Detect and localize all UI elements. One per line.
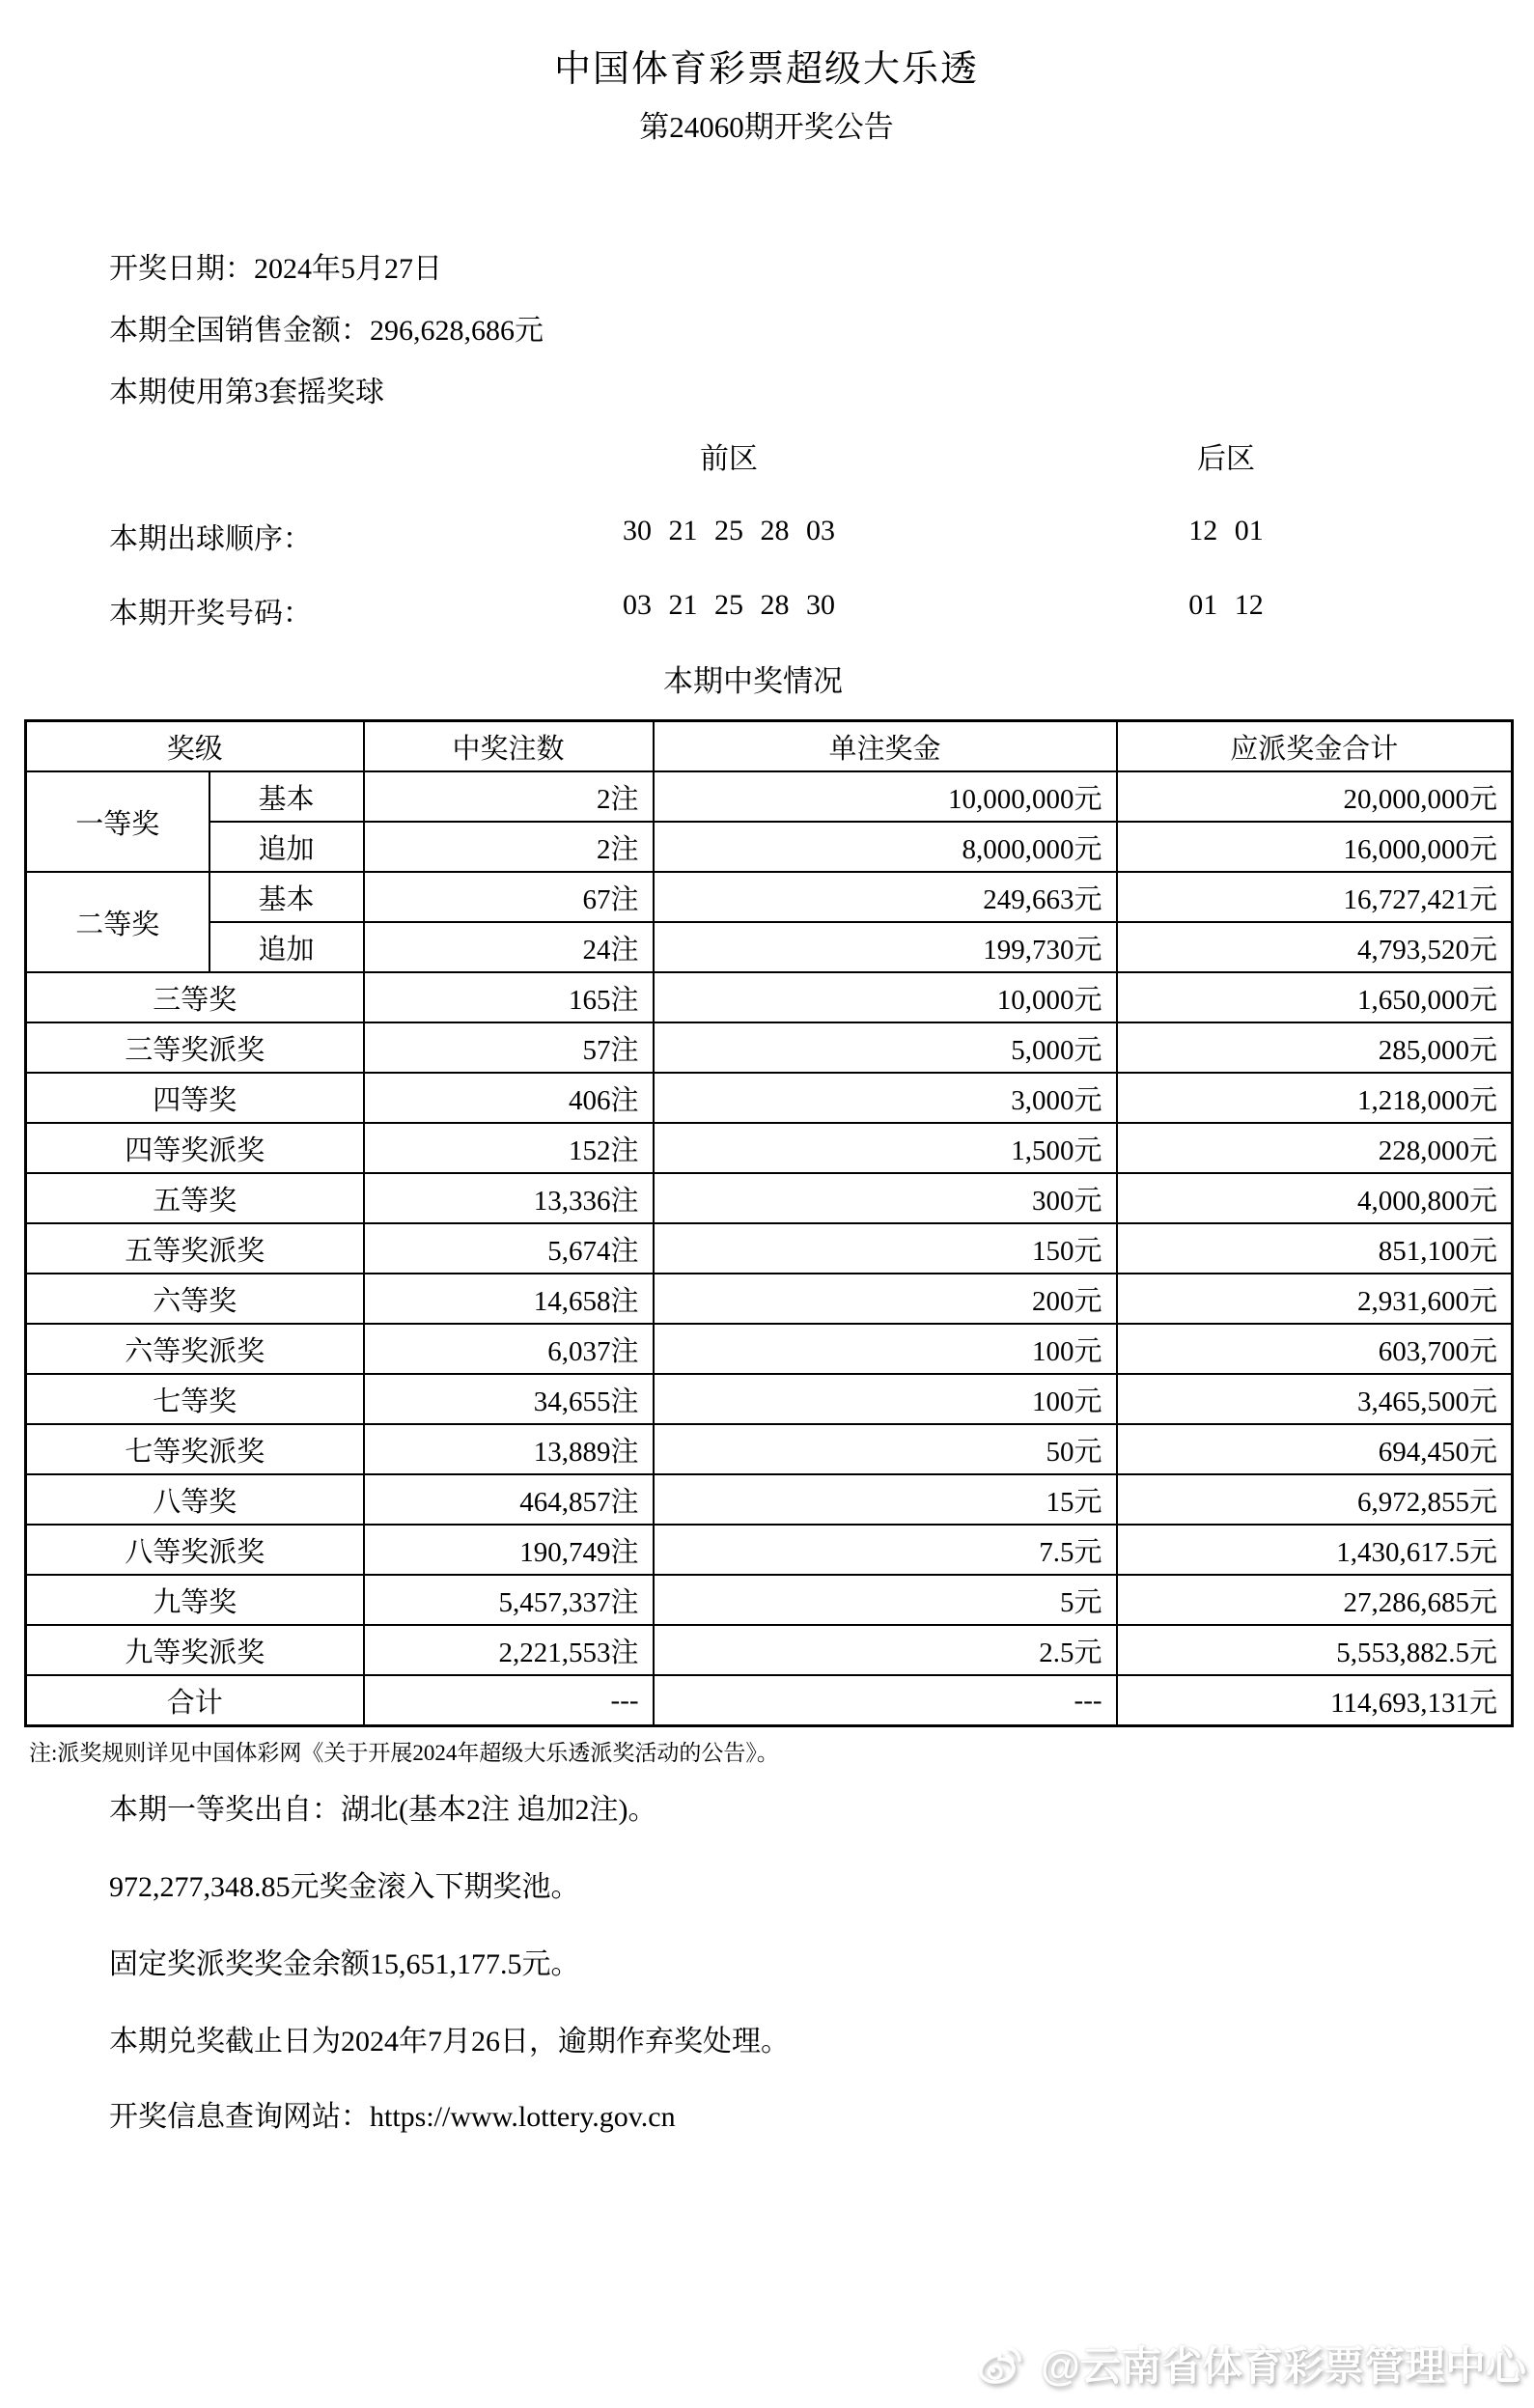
winning-front-numbers: 03 21 25 28 30	[623, 589, 835, 621]
weibo-icon	[973, 2336, 1029, 2392]
single-prize-cell: 5元	[654, 1575, 1117, 1625]
table-row	[26, 1123, 1513, 1173]
total-payout-cell: 603,700元	[1117, 1324, 1513, 1374]
prize-subtype-cell: 基本	[209, 771, 364, 822]
prize-level-cell: 五等奖派奖	[26, 1223, 364, 1274]
count-cell: 2注	[364, 822, 654, 872]
count-cell: 14,658注	[364, 1274, 654, 1324]
table-row	[26, 1374, 1513, 1424]
count-cell: 5,457,337注	[364, 1575, 654, 1625]
prize-level-cell: 六等奖派奖	[26, 1324, 364, 1374]
prize-level-cell: 八等奖派奖	[26, 1525, 364, 1575]
table-row	[26, 1274, 1513, 1324]
table-row	[26, 1424, 1513, 1474]
page-title: 中国体育彩票超级大乐透	[553, 49, 980, 90]
single-prize-cell: 10,000,000元	[654, 771, 1117, 822]
total-payout-cell: 6,972,855元	[1117, 1474, 1513, 1525]
count-cell: 152注	[364, 1123, 654, 1173]
draw-date-line: 开奖日期：2024年5月27日	[109, 253, 442, 285]
total-payout-cell: 285,000元	[1117, 1022, 1513, 1073]
table-row	[26, 771, 1513, 822]
total-payout-cell: 694,450元	[1117, 1424, 1513, 1474]
count-cell: 57注	[364, 1022, 654, 1073]
count-cell: 67注	[364, 872, 654, 922]
prize-level-cell: 合计	[26, 1675, 364, 1726]
ball-set-line: 本期使用第3套摇奖球	[109, 377, 384, 408]
prize-level-cell: 一等奖	[26, 771, 209, 872]
table-total-row	[26, 1675, 1513, 1726]
single-prize-cell: 100元	[654, 1374, 1117, 1424]
table-row	[26, 1525, 1513, 1575]
table-footnote: 注:派奖规则详见中国体彩网《关于开展2024年超级大乐透派奖活动的公告》。	[29, 1741, 779, 1765]
single-prize-cell: 10,000元	[654, 972, 1117, 1022]
single-prize-cell: 7.5元	[654, 1525, 1117, 1575]
prize-table	[24, 719, 1514, 1727]
prize-level-cell: 六等奖	[26, 1274, 364, 1324]
single-prize-cell: 150元	[654, 1223, 1117, 1274]
rollover-jackpot-line: 972,277,348.85元奖金滚入下期奖池。	[109, 1871, 580, 1903]
total-payout-cell: 5,553,882.5元	[1117, 1625, 1513, 1675]
table-row	[26, 1625, 1513, 1675]
count-cell: 24注	[364, 922, 654, 972]
weibo-watermark	[973, 2335, 1526, 2393]
single-prize-cell: 3,000元	[654, 1073, 1117, 1123]
prize-level-cell: 三等奖派奖	[26, 1022, 364, 1073]
total-payout-cell: 16,000,000元	[1117, 822, 1513, 872]
total-payout-cell: 1,650,000元	[1117, 972, 1513, 1022]
single-prize-cell: 200元	[654, 1274, 1117, 1324]
total-payout-cell: 3,465,500元	[1117, 1374, 1513, 1424]
total-payout-cell: 27,286,685元	[1117, 1575, 1513, 1625]
prize-level-cell: 三等奖	[26, 972, 364, 1022]
single-prize-cell: 300元	[654, 1173, 1117, 1223]
total-payout-cell: 1,218,000元	[1117, 1073, 1513, 1123]
header-single-prize: 单注奖金	[654, 721, 1117, 772]
count-cell: 2,221,553注	[364, 1625, 654, 1675]
table-row	[26, 1073, 1513, 1123]
prize-level-cell: 二等奖	[26, 872, 209, 972]
single-prize-cell: 8,000,000元	[654, 822, 1117, 872]
prize-subtype-cell: 追加	[209, 922, 364, 972]
single-prize-cell: 2.5元	[654, 1625, 1117, 1675]
prize-level-cell: 七等奖	[26, 1374, 364, 1424]
total-payout-cell: 4,000,800元	[1117, 1173, 1513, 1223]
count-cell: 2注	[364, 771, 654, 822]
count-cell: 34,655注	[364, 1374, 654, 1424]
prize-level-cell: 五等奖	[26, 1173, 364, 1223]
total-payout-cell: 114,693,131元	[1117, 1675, 1513, 1726]
total-payout-cell: 16,727,421元	[1117, 872, 1513, 922]
total-payout-cell: 1,430,617.5元	[1117, 1525, 1513, 1575]
prize-level-cell: 九等奖派奖	[26, 1625, 364, 1675]
prize-level-cell: 四等奖	[26, 1073, 364, 1123]
prize-subtype-cell: 基本	[209, 872, 364, 922]
first-prize-origin-line: 本期一等奖出自：湖北(基本2注 追加2注)。	[109, 1794, 657, 1826]
prize-level-cell: 七等奖派奖	[26, 1424, 364, 1474]
back-zone-label: 后区	[1197, 443, 1255, 475]
header-winner-count: 中奖注数	[364, 721, 654, 772]
single-prize-cell: 199,730元	[654, 922, 1117, 972]
count-cell: 6,037注	[364, 1324, 654, 1374]
prize-level-cell: 八等奖	[26, 1474, 364, 1525]
claim-deadline-line: 本期兑奖截止日为2024年7月26日，逾期作弃奖处理。	[109, 2026, 790, 2058]
count-cell: 190,749注	[364, 1525, 654, 1575]
watermark-handle: @云南省体育彩票管理中心	[1041, 2343, 1526, 2389]
count-cell: 464,857注	[364, 1474, 654, 1525]
table-header-row	[26, 721, 1513, 772]
single-prize-cell: 249,663元	[654, 872, 1117, 922]
count-cell: 13,336注	[364, 1173, 654, 1223]
table-row	[26, 1223, 1513, 1274]
table-row	[26, 1173, 1513, 1223]
single-prize-cell: ---	[654, 1675, 1117, 1726]
table-row	[26, 1022, 1513, 1073]
prize-subtype-cell: 追加	[209, 822, 364, 872]
header-total-payout: 应派奖金合计	[1117, 721, 1513, 772]
table-row	[26, 822, 1513, 872]
count-cell: 13,889注	[364, 1424, 654, 1474]
total-payout-cell: 851,100元	[1117, 1223, 1513, 1274]
section-title: 本期中奖情况	[663, 664, 843, 698]
draw-order-front-numbers: 30 21 25 28 03	[623, 515, 835, 546]
single-prize-cell: 50元	[654, 1424, 1117, 1474]
table-row	[26, 872, 1513, 922]
draw-order-back-numbers: 12 01	[1188, 515, 1264, 546]
single-prize-cell: 100元	[654, 1324, 1117, 1374]
total-payout-cell: 2,931,600元	[1117, 1274, 1513, 1324]
sales-amount-line: 本期全国销售金额：296,628,686元	[109, 315, 544, 347]
count-cell: 406注	[364, 1073, 654, 1123]
total-payout-cell: 20,000,000元	[1117, 771, 1513, 822]
winning-back-numbers: 01 12	[1188, 589, 1264, 621]
table-row	[26, 922, 1513, 972]
header-prize-level: 奖级	[26, 721, 364, 772]
single-prize-cell: 5,000元	[654, 1022, 1117, 1073]
draw-order-label: 本期出球顺序：	[109, 523, 312, 555]
official-website-line: 开奖信息查询网站：https://www.lottery.gov.cn	[109, 2101, 676, 2133]
count-cell: 5,674注	[364, 1223, 654, 1274]
table-row	[26, 1575, 1513, 1625]
single-prize-cell: 15元	[654, 1474, 1117, 1525]
count-cell: 165注	[364, 972, 654, 1022]
front-zone-label: 前区	[700, 443, 758, 475]
single-prize-cell: 1,500元	[654, 1123, 1117, 1173]
total-payout-cell: 4,793,520元	[1117, 922, 1513, 972]
page-subtitle: 第24060期开奖公告	[639, 110, 894, 144]
table-row	[26, 1474, 1513, 1525]
prize-level-cell: 四等奖派奖	[26, 1123, 364, 1173]
fixed-prize-balance-line: 固定奖派奖奖金余额15,651,177.5元。	[109, 1948, 580, 1980]
table-row	[26, 972, 1513, 1022]
count-cell: ---	[364, 1675, 654, 1726]
table-row	[26, 1324, 1513, 1374]
prize-level-cell: 九等奖	[26, 1575, 364, 1625]
total-payout-cell: 228,000元	[1117, 1123, 1513, 1173]
winning-numbers-label: 本期开奖号码：	[109, 598, 312, 630]
